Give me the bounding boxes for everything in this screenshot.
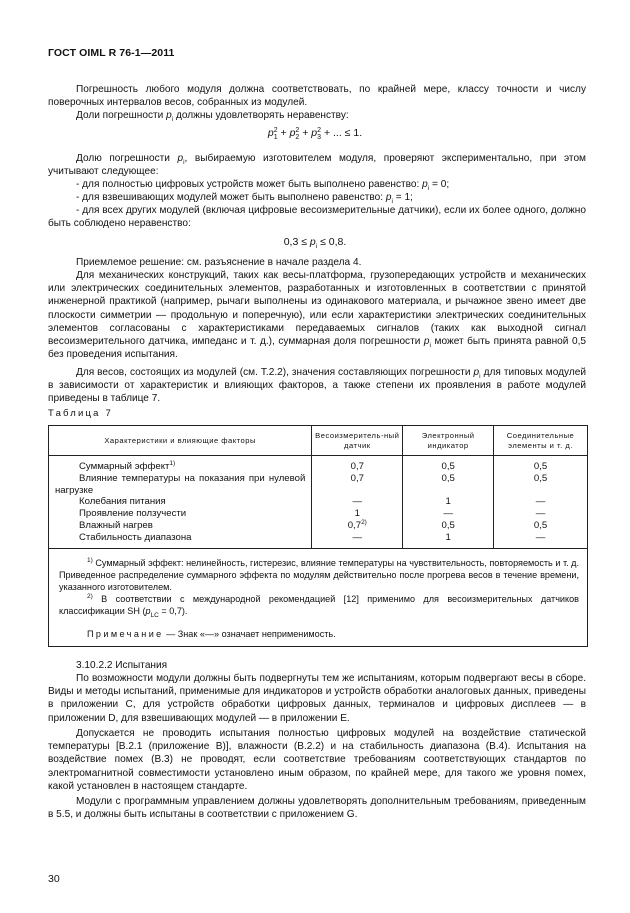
list-item-text: = 0; <box>429 179 450 190</box>
document-header: ГОСТ OIML R 76-1—2011 <box>48 47 175 59</box>
list-item <box>48 191 586 204</box>
symbol: p <box>145 606 151 617</box>
symbol: p <box>422 179 428 190</box>
table-cell <box>312 520 402 532</box>
paragraph-text: Погрешность любого модуля должна соответствовать, по крайней мере, классу точности и числу поверочных интервалов весов, собранных из модулей. <box>48 84 586 109</box>
column-header: Характеристики и влияющие факторы <box>49 426 312 456</box>
footnote-2 <box>59 593 579 620</box>
loadcell-values <box>312 456 403 549</box>
table-cell: — <box>535 496 546 508</box>
paragraph <box>48 366 586 406</box>
paragraph <box>48 83 586 109</box>
paragraph-text: Модули с программным управлением должны удовлетворять дополнительным требованиям, приведенным в 5.5, и должны быть испытаны в соответствии с приложением G. <box>48 796 586 821</box>
paragraph-text: Допускается не проводить испытания полностью цифровых модулей на воздействие статической температуры [B.2.1 (приложение B)], влажности (B.2.2) и на стабильность диапазона (B.4). Испытания на воздействие помех (B.3) не проводят, если соответствие требованиям соответствующих стандартов по электромагнитной совместимости установлено иным образом, по крайней мере, для такого же уровня помех, какой установлен в настоящем стандарте. <box>48 728 586 792</box>
table-footnotes-row <box>49 548 588 646</box>
symbol-sub: i <box>391 198 393 206</box>
paragraph-text: должны удовлетворять неравенству: <box>173 110 349 121</box>
symbol-sub: i <box>315 243 318 251</box>
table-cell: — <box>535 508 546 520</box>
table-row-label <box>55 461 305 473</box>
symbol: p <box>385 192 392 203</box>
list-item-text: - для полностью цифровых устройств может быть выполнено равенство: <box>76 179 423 190</box>
table-cell: 1 <box>445 531 451 543</box>
table-caption: Таблица 7 <box>48 408 113 419</box>
paragraph-text: По возможности модули должны быть подвергнуты тем же испытаниям, которым подвергают весы в сборе. Виды и методы испытаний, применимые для индикаторов и устройств обработки аналоговых данных, приведены в приложении C, для устройств обработки цифровых данных, терминалов и цифровых дисплеев — в приложении D, для взвешивающих модулей — в приложении E. <box>48 673 586 724</box>
page-number: 30 <box>48 873 60 885</box>
paragraph-text: может быть принята равной 0,5 без проведения испытания. <box>48 336 586 361</box>
footnote-ref: 1) <box>169 459 176 467</box>
table-cell-value: 0,7 <box>347 519 362 531</box>
column-header: Соединительные элементы и т. д. <box>494 426 588 456</box>
row-label-text: Суммарный эффект <box>79 461 170 472</box>
symbol-sub: i <box>429 342 431 350</box>
table-cell: 0,7 <box>350 472 364 484</box>
list-item <box>48 204 586 230</box>
list-item-text: - для всех других модулей (включая цифровые весоизмерительные датчики), если их более одного, должно быть соблюдено неравенство: <box>48 205 586 230</box>
footnote-mark: 2) <box>87 593 93 601</box>
paragraph <box>48 727 586 793</box>
paragraph-text: Доли погрешности <box>76 110 167 121</box>
table-7 <box>48 425 588 647</box>
footnote-text: В соответствии с международной рекомендацией [12] применимо для весоизмерительных датчиков классификации SH ( <box>59 594 579 617</box>
formula-part: 0,3 ≤ <box>283 236 310 248</box>
paragraph <box>48 269 586 361</box>
list-item-text: - для взвешивающих модулей может быть выполнено равенство: <box>76 192 386 203</box>
note-text: — Знак «—» означает неприменимость. <box>163 628 336 639</box>
table-row-label: Стабильность диапазона <box>79 531 192 543</box>
paragraph <box>48 152 586 178</box>
table-cell: 0,5 <box>441 472 455 484</box>
paragraph-text: Долю погрешности <box>76 153 178 164</box>
footnote-text: = 0,7). <box>158 606 188 617</box>
list-item-text: = 1; <box>392 192 413 203</box>
table-cell: 0,5 <box>533 472 548 484</box>
table-cell: — <box>352 496 363 508</box>
footnote-1 <box>59 557 579 594</box>
indicator-values <box>403 456 494 549</box>
formula-tail: + ... ≤ 1. <box>323 127 363 139</box>
formula-range <box>0 236 630 251</box>
formula-inequality: p 2 1 + p 2 2 + p 2 3 + ... ≤ 1. <box>267 127 363 141</box>
symbol-sub: i <box>183 159 185 167</box>
symbol: p <box>177 153 184 164</box>
symbol: p <box>166 110 172 121</box>
paragraph <box>48 672 586 725</box>
table-body <box>49 456 588 549</box>
paragraph-text: для типовых модулей в зависимости от характеристик и влияющих факторов, а также степени их проявления в работе модулей приведены в таблице 7. <box>48 367 586 405</box>
paragraph-text: , выбираемую изготовителем модуля, проверяют экспериментально, при этом учитывают следующее: <box>48 153 586 178</box>
table-cell: 1 <box>354 508 360 520</box>
table-row-label: Проявление ползучести <box>79 508 187 520</box>
paragraph-text: Для весов, состоящих из модулей (см. Т.2.2), значения составляющих погрешности <box>76 367 474 378</box>
table-row-label: Влияние температуры на показания при нулевой нагрузке <box>55 472 306 496</box>
table-note <box>59 628 579 640</box>
footnote-text: Суммарный эффект: нелинейность, гистерезис, влияние температуры на чувствительность, повторяемость и т. д. Приведенное распределение суммарного эффекта по модулям действительно после прогрева весов в течение времени, указанного изготовителем. <box>59 557 579 592</box>
symbol-sub: i <box>427 185 430 193</box>
table-cell: 0,5 <box>533 461 548 472</box>
footnote-ref: 2) <box>361 518 367 526</box>
section-heading: 3.10.2.2 Испытания <box>76 660 168 671</box>
table-cell: 0,5 <box>441 461 455 472</box>
table-cell: 0,7 <box>350 461 364 472</box>
table-footnotes <box>49 548 588 646</box>
table-row-label: Влажный нагрев <box>79 519 153 531</box>
characteristics-cell <box>49 456 312 549</box>
table-cell: 0,5 <box>533 519 548 531</box>
paragraph <box>48 795 586 821</box>
connector-values <box>494 456 588 549</box>
table-cell: 0,5 <box>441 519 455 531</box>
column-header: Электронный индикатор <box>403 426 494 456</box>
note-label: Примечание <box>87 628 164 639</box>
list-item <box>48 178 586 191</box>
symbol: p <box>473 367 480 378</box>
symbol-sub: LC <box>150 612 159 620</box>
paragraph-text: Приемлемое решение: см. разъяснение в начале раздела 4. <box>76 257 362 268</box>
table-cell: — <box>535 531 546 543</box>
table-cell: 1 <box>445 496 451 508</box>
formula-part: ≤ 0,8. <box>317 236 347 248</box>
table-header-row <box>49 426 588 456</box>
paragraph <box>48 256 586 269</box>
table-row-label: Колебания питания <box>79 496 166 508</box>
table-cell: — <box>443 508 453 520</box>
table-cell: — <box>352 531 363 543</box>
paragraph <box>48 109 586 122</box>
symbol: p <box>309 236 316 248</box>
column-header: Весоизмеритель-ный датчик <box>312 426 403 456</box>
symbol-sub: i <box>479 373 481 381</box>
paragraph-text: Для механических конструкций, таких как весы-платформа, грузопередающих устройств и механических или электрических соединительных элементов, разработанных и изготовленных в соответствии с принятой инженерной практикой (например, рычаги выполнены из одинакового материала, и рычажное звено имеет две плоскости симметрии — продольную и поперечную), или если характеристики электрических соединительных элементов согласованы с характеристиками передаваемых сигналов (таких как выходной сигнал весоизмерительного датчика, импеданс и т. д.), суммарная доля погрешности <box>48 270 586 348</box>
symbol-sub: i <box>171 116 174 124</box>
symbol: p <box>423 336 430 348</box>
footnote-mark: 1) <box>87 556 93 564</box>
